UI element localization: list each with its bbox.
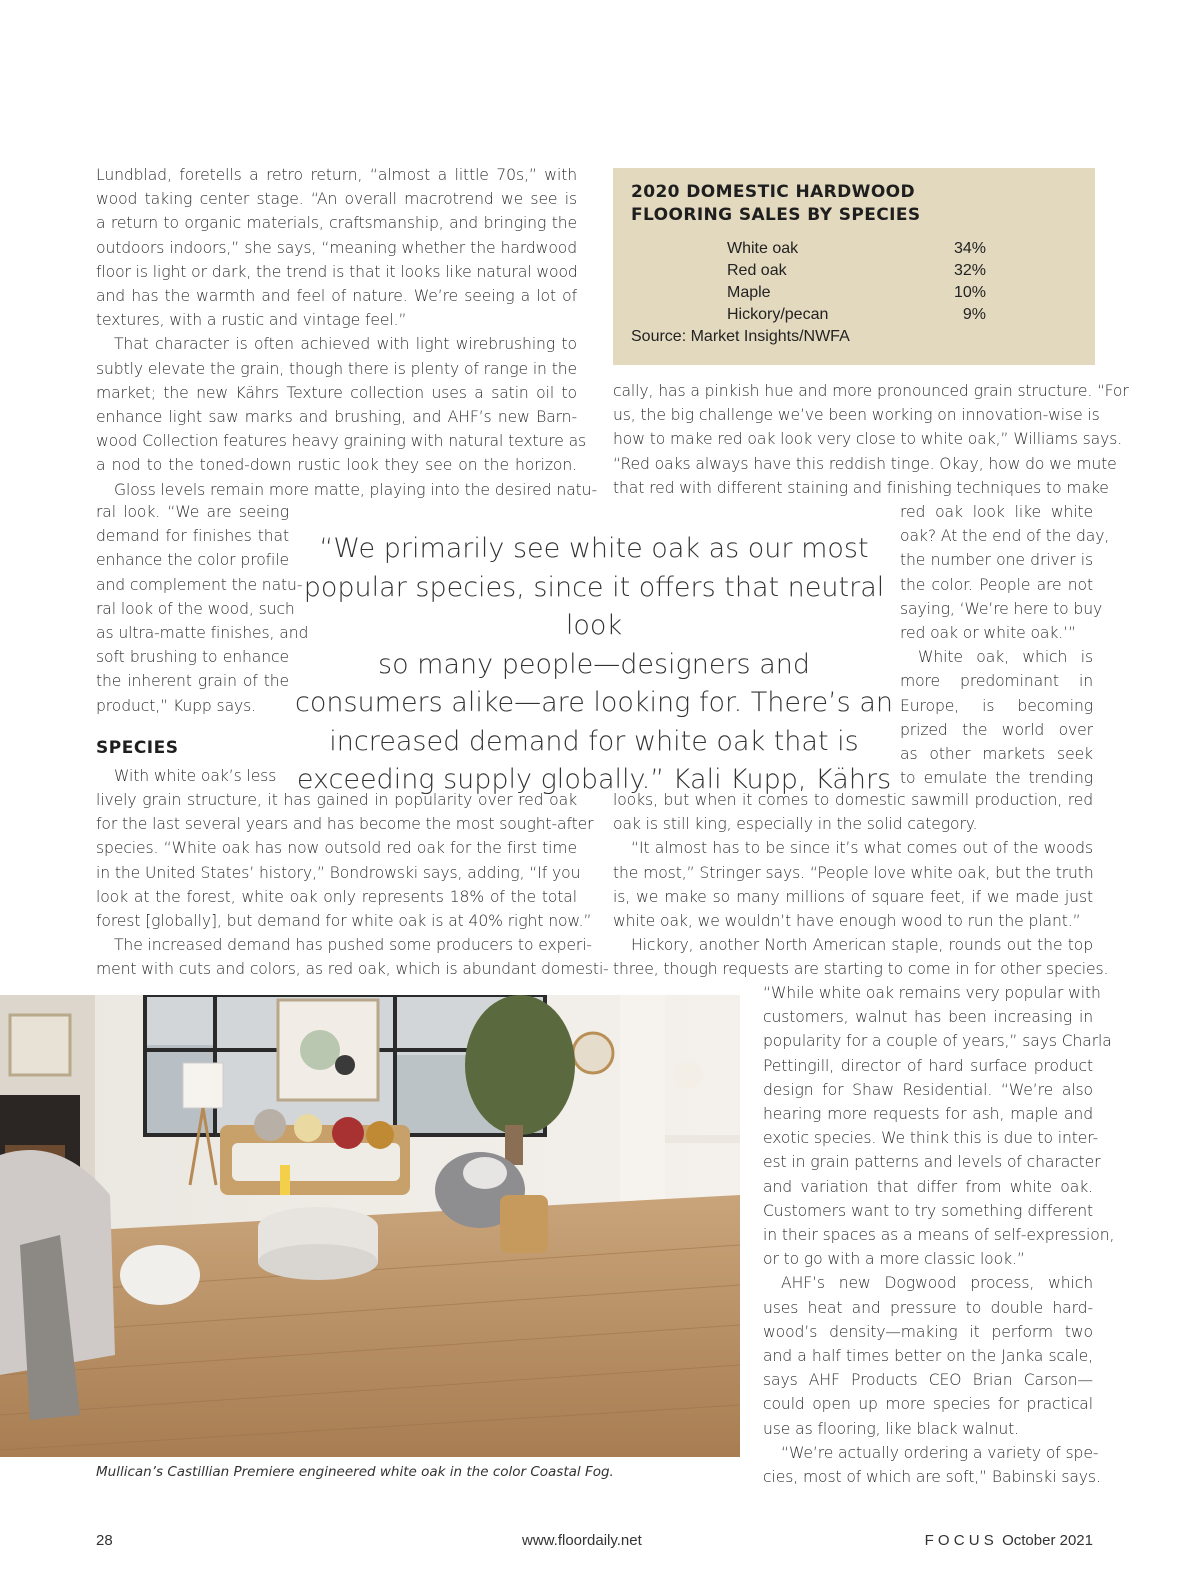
text-line: for the last several years and has become the most sought-after [96, 815, 594, 834]
text-line: prized the world over [900, 720, 1093, 739]
text-line: and a half times better on the Janka scale, [763, 1347, 1093, 1366]
text-line: cies, most of which are soft,” Babinski says. [763, 1468, 1101, 1487]
text-line: oak is still king, especially in the solid category. [613, 815, 978, 834]
section-heading-species: SPECIES [96, 738, 179, 758]
text-line: lively grain structure, it has gained in popularity over red oak [96, 791, 577, 809]
left-column-top [96, 163, 597, 502]
text-line: Europe, is becoming [900, 696, 1093, 715]
sidebar-row-share: 9% [962, 306, 986, 323]
text-line: could open up more species for practical [763, 1395, 1093, 1414]
text-line: white oak, we wouldn’t have enough wood to run the plant.” [613, 912, 1081, 931]
text-line: saying, ‘We’re here to buy [900, 599, 1103, 618]
text-line: ral look. “We are seeing [96, 503, 289, 521]
text-line: floor is light or dark, the trend is that it looks like natural wood [96, 262, 578, 281]
text-line: us, the big challenge we’ve been working on innovation-wise is [613, 406, 1100, 425]
sidebar-row-species: Red oak [727, 262, 787, 279]
text-line: ment with cuts and colors, as red oak, which is abundant domesti- [96, 960, 609, 979]
text-line: use as flooring, like black walnut. [763, 1419, 1020, 1438]
text-line: a return to organic materials, craftsmanship, and bringing the [96, 214, 577, 233]
text-line: a nod to the toned-down rustic look they see on the horizon. [96, 456, 577, 475]
sidebar-row-share: 10% [953, 284, 986, 301]
text-line: enhance light saw marks and brushing, and AHF’s new Barn- [96, 408, 577, 427]
sidebar-title-line: 2020 DOMESTIC HARDWOOD [631, 182, 916, 202]
right-column-top [613, 379, 1129, 500]
text-line: in the United States’ history,” Bondrowski says, adding, “If you [96, 863, 581, 882]
text-line: to emulate the trending [900, 769, 1093, 788]
text-line: outdoors indoors,” she says, “meaning whether the hardwood [96, 238, 577, 257]
text-line: product,” Kupp says. [96, 696, 257, 715]
sidebar-row-share: 34% [953, 240, 986, 257]
text-line: White oak, which is [918, 648, 1093, 667]
text-line: AHF’s new Dogwood process, which [781, 1274, 1093, 1293]
text-line: the most,” Stringer says. “People love white oak, but the truth [613, 863, 1094, 882]
pull-quote-line: exceeding supply globally.” Kali Kupp, Kährs [296, 764, 892, 795]
text-line: Gloss levels remain more matte, playing into the desired natu- [114, 480, 597, 499]
sidebar-row-species: White oak [727, 240, 799, 257]
text-line: red oak look like white [900, 503, 1093, 521]
text-line: “We’re actually ordering a variety of spe- [781, 1443, 1099, 1462]
sales-by-species-sidebar [613, 168, 1095, 365]
text-line: oak? At the end of the day, [900, 527, 1110, 546]
text-line: red oak or white oak.’” [900, 624, 1076, 643]
text-line: how to make red oak look very close to white oak,” Williams says. [613, 430, 1123, 449]
text-line: look at the forest, white oak only represents 18% of the total [96, 887, 577, 906]
page-number: 28 [96, 1532, 113, 1549]
text-line: “It almost has to be since it’s what comes out of the woods [631, 839, 1093, 858]
text-line: That character is often achieved with light wirebrushing to [114, 335, 577, 354]
text-line: demand for finishes that [96, 527, 289, 546]
text-line: market; the new Kährs Texture collection uses a satin oil to [96, 383, 577, 402]
text-line: design for Shaw Residential. “We’re also [763, 1080, 1093, 1099]
sidebar-source: Source: Market Insights/NWFA [631, 328, 850, 345]
text-line: looks, but when it comes to domestic sawmill production, red [613, 791, 1093, 809]
pull-quote-line: popular species, since it offers that neutral look [303, 571, 885, 641]
sidebar-row-species: Maple [727, 284, 771, 301]
text-line: enhance the color profile [96, 551, 289, 570]
issue-label: F O C U S October 2021 [924, 1532, 1093, 1549]
text-line: “While white oak remains very popular with [763, 984, 1101, 1002]
text-line: and variation that differ from white oak. [763, 1177, 1093, 1196]
text-line: popularity for a couple of years,” says Charla [763, 1032, 1112, 1051]
pull-quote-line: increased demand for white oak that is [329, 725, 859, 757]
text-line: as ultra-matte finishes, and [96, 624, 309, 643]
text-line: is, we make so many millions of square feet, if we made just [613, 887, 1093, 906]
text-line: With white oak’s less [114, 767, 277, 785]
species-first-line [114, 764, 289, 788]
text-line: Hickory, another North American staple, rounds out the top [631, 936, 1093, 955]
text-line: wood’s density—making it perform two [763, 1322, 1093, 1341]
pull-quote-line: consumers alike—are looking for. There’s an [294, 687, 893, 718]
text-line: that red with different staining and finishing techniques to make [613, 478, 1109, 497]
text-line: est in grain patterns and levels of character [763, 1153, 1101, 1172]
living-room-photo [0, 995, 740, 1457]
text-line: hearing more requests for ash, maple and [763, 1105, 1093, 1124]
right-column-mid [613, 788, 1109, 982]
text-line: Lundblad, foretells a retro return, “almost a little 70s,” with [96, 166, 577, 184]
text-line: wood Collection features heavy graining with natural texture as [96, 432, 587, 451]
pull-quote [294, 530, 894, 800]
text-line: species. “White oak has now outsold red oak for the first time [96, 839, 577, 858]
text-line: more predominant in [900, 672, 1093, 691]
text-line: cally, has a pinkish hue and more pronounced grain structure. “For [613, 382, 1129, 400]
text-line: Pettingill, director of hard surface product [763, 1056, 1093, 1075]
text-line: soft brushing to enhance [96, 648, 289, 667]
text-line: and complement the natu- [96, 575, 303, 594]
text-line: The increased demand has pushed some producers to experi- [114, 936, 592, 955]
right-column-narrow [900, 500, 1110, 790]
website-link[interactable]: www.floordaily.net [522, 1532, 642, 1549]
left-column-narrow [96, 500, 309, 718]
text-line: uses heat and pressure to double hard- [763, 1298, 1093, 1317]
text-line: subtly elevate the grain, though there is plenty of range in the [96, 359, 577, 378]
sidebar-row-share: 32% [953, 262, 986, 279]
text-line: three, though requests are starting to come in for other species. [613, 960, 1109, 979]
text-line: and has the warmth and feel of nature. We’re seeing a lot of [96, 287, 577, 306]
text-line: wood taking center stage. “An overall macrotrend we see is [96, 190, 577, 209]
text-line: the color. People are not [900, 575, 1093, 594]
sidebar-title-line: FLOORING SALES BY SPECIES [631, 205, 921, 225]
text-line: ral look of the wood, such [96, 599, 295, 618]
text-line: Customers want to try something different [763, 1201, 1093, 1220]
text-line: in their spaces as a means of self-expression, [763, 1226, 1115, 1245]
text-line: forest [globally], but demand for white oak is at 40% right now.” [96, 912, 592, 931]
sidebar-row-species: Hickory/pecan [727, 306, 829, 323]
text-line: “Red oaks always have this reddish tinge. Okay, how do we mute [613, 454, 1117, 473]
text-line: the inherent grain of the [96, 672, 289, 691]
left-column-bottom [96, 788, 609, 982]
pull-quote-line: “We primarily see white oak as our most [319, 533, 869, 564]
text-line: exotic species. We think this is due to inter- [763, 1129, 1099, 1148]
text-line: textures, with a rustic and vintage feel.” [96, 311, 407, 330]
right-column-bottom [763, 981, 1115, 1489]
text-line: as other markets seek [900, 745, 1093, 764]
sidebar-title [631, 181, 921, 227]
photo-caption: Mullican’s Castillian Premiere engineered white oak in the color Coastal Fog. [96, 1464, 614, 1480]
text-line: the number one driver is [900, 551, 1093, 570]
text-line: customers, walnut has been increasing in [763, 1008, 1093, 1027]
text-line: says AHF Products CEO Brian Carson— [763, 1371, 1093, 1390]
text-line: or to go with a more classic look.” [763, 1250, 1025, 1269]
pull-quote-line: so many people—designers and [378, 648, 810, 680]
